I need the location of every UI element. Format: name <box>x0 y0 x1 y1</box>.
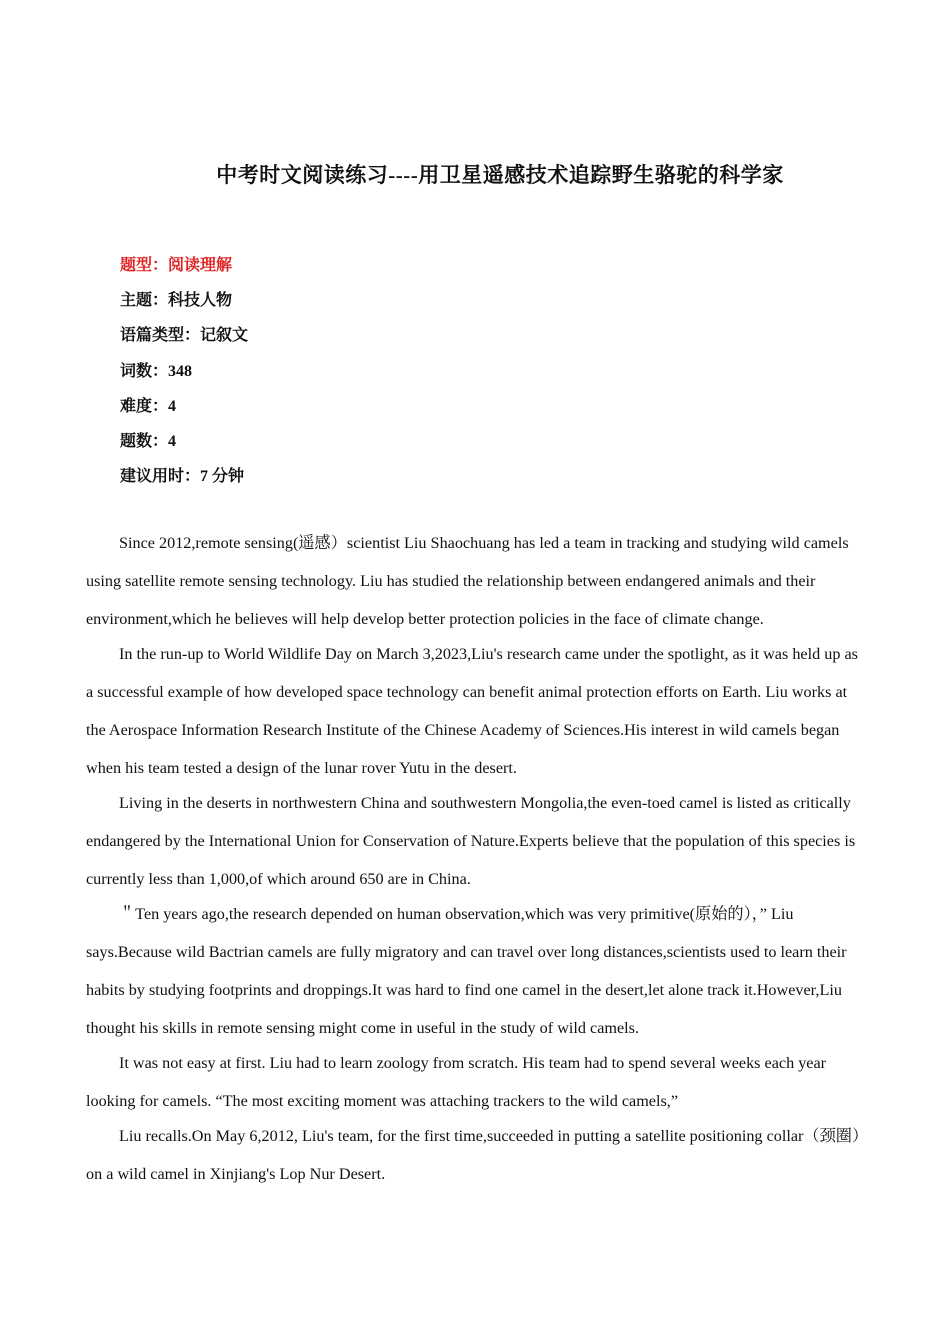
meta-question-type: 题型：阅读理解 <box>120 257 233 274</box>
paragraph-5: It was not easy at first. Liu had to learn zoology from scratch. His team had to spend several weeks each year looking for camels. “The most exciting moment was attaching trackers to the wild camels,” <box>86 1054 827 1110</box>
document-title: 中考时文阅读练习----用卫星遥感技术追踪野生骆驼的科学家 <box>216 163 784 187</box>
reading-passage <box>86 524 864 1193</box>
meta-suggested-time: 建议用时：7 分钟 <box>120 468 245 486</box>
meta-question-count: 题数：4 <box>120 432 177 450</box>
paragraph-2: In the run-up to World Wildlife Day on March 3,2023,Liu's research came under the spotlight, as it was held up as a successful example of how developed space technology can benefit animal protection efforts on Earth. Liu works at the Aerospace Information Research Institute of the Chinese Academy of Sciences.His interest in wild camels began when his team tested a design of the lunar rover Yutu in the desert. <box>86 645 858 777</box>
meta-difficulty: 难度：4 <box>120 397 177 415</box>
meta-text-type: 语篇类型：记叙文 <box>120 327 249 345</box>
paragraph-6: Liu recalls.On May 6,2012, Liu's team, for the first time,succeeded in putting a satellite positioning collar（颈圈）on a wild camel in Xinjiang's Lop Nur Desert. <box>86 1127 861 1183</box>
meta-word-count: 词数：348 <box>120 362 193 380</box>
paragraph-3: Living in the deserts in northwestern China and southwestern Mongolia,the even-toed camel is listed as critically endangered by the International Union for Conservation of Nature.Experts believe that the population of this species is currently less than 1,000,of which around 650 are in China. <box>86 794 856 888</box>
metadata-list <box>120 248 248 494</box>
meta-topic: 主题：科技人物 <box>120 292 233 310</box>
paragraph-1: Since 2012,remote sensing(遥感）scientist Liu Shaochuang has led a team in tracking and studying wild camels using satellite remote sensing technology. Liu has studied the relationship between endangered animals and their environment,which he believes will help develop better protection policies in the face of climate change. <box>86 534 849 628</box>
paragraph-4: ＂Ten years ago,the research depended on human observation,which was very primitive(原始的），” Liu says.Because wild Bactrian camels are fully migratory and can travel over long distances,scientists used to learn their habits by studying footprints and droppings.It was hard to find one camel in the desert,let alone track it.However,Liu thought his skills in remote sensing might come in useful in the study of wild camels. <box>86 905 847 1037</box>
